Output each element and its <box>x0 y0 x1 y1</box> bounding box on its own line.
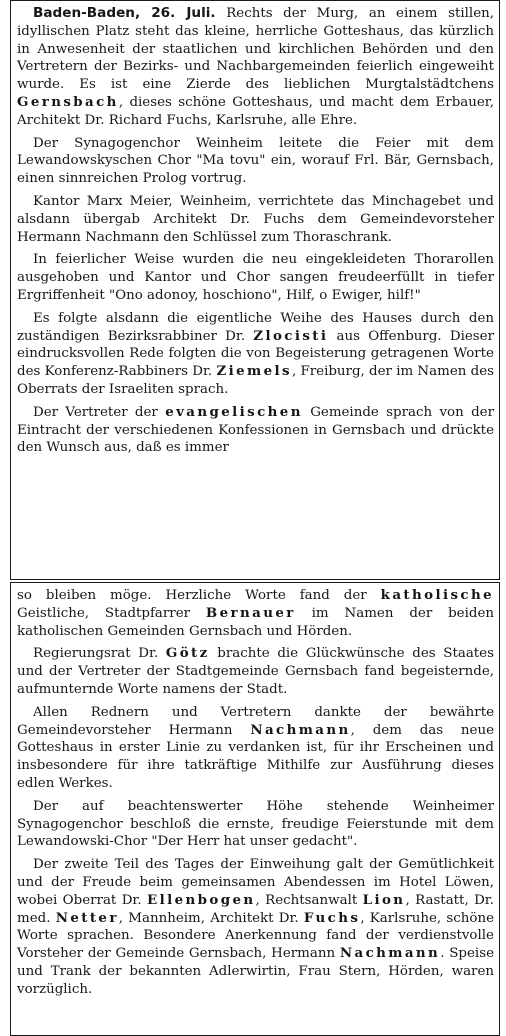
clipping-part-2 <box>10 582 500 1036</box>
paragraph-choir: Der Synagogenchor Weinheim leitete die Feier mit dem Lewandowskyschen Chor "Ma tovu" ein, worauf Frl. Bär, Gernsbach, einen sinnreichen Prolog vortrug. <box>17 135 494 187</box>
paragraph-opening: Baden-Baden, 26. Juli. Rechts der Murg, an einem stillen, idyllischen Platz steht das kleine, herrliche Gotteshaus, das kürzlich in Anwesenheit der staatlichen und kirchlichen Behörden und den Vertretern der Bezirks- und Nachbargemeinden feierlich eingeweiht wurde. Es ist eine Zierde des lieblichen Murgtalstädtchens Gernsbach, dieses schöne Gotteshaus, und macht dem Erbauer, Architekt Dr. Richard Fuchs, Karlsruhe, alle Ehre. <box>17 5 494 128</box>
paragraph-closing-choir: Der auf beachtenswerter Höhe stehende Weinheimer Synagogenchor beschloß die ernste, freudige Feierstunde mit dem Lewandowski-Chor "Der Herr hat unser gedacht". <box>17 798 494 850</box>
paragraph-thanks: Allen Rednern und Vertretern dankte der bewährte Gemeindevorsteher Hermann Nachmann, dem das neue Gotteshaus in erster Linie zu verdanken ist, für ihr Erscheinen und insbesondere für ihre tatkräftige Mithilfe zur Ausführung dieses edlen Werkes. <box>17 704 495 791</box>
dateline: Baden-Baden, 26. Juli. <box>33 5 216 21</box>
paragraph-catholic: so bleiben möge. Herzliche Worte fand der katholische Geistliche, Stadtpfarrer Bernauer im Namen der beiden katholischen Gemeinden Gernsbach und Hörden. <box>17 587 494 639</box>
paragraph-government: Regierungsrat Dr. Götz brachte die Glückwünsche des Staates und der Vertreter der Stadtgemeinde Gernsbach fand begeisternde, aufmunternde Worte namens der Stadt. <box>17 645 494 697</box>
paragraph-consecration: Es folgte alsdann die eigentliche Weihe des Hauses durch den zuständigen Bezirksrabbiner Dr. Zlocisti aus Offenburg. Dieser eindrucksvollen Rede folgten die von Begeisterung getragenen Worte des Konferenz-Rabbiners Dr. Ziemels, Freiburg, der im Namen des Oberrats der Israeliten sprach. <box>17 310 495 397</box>
paragraph-cantor: Kantor Marx Meier, Weinheim, verrichtete das Minchagebet und alsdann übergab Architekt Dr. Fuchs dem Gemeindevorsteher Hermann Nachmann den Schlüssel zum Thoraschrank. <box>17 193 494 245</box>
paragraph-dinner: Der zweite Teil des Tages der Einweihung galt der Gemütlichkeit und der Freude beim gemeinsamen Abendessen im Hotel Löwen, wobei Oberrat Dr. Ellenbogen, Rechtsanwalt Lion, Rastatt, Dr. med. Netter, Mannheim, Architekt Dr. Fuchs, Karlsruhe, schöne Worte sprachen. Besondere Anerkennung fand der verdienstvolle Vorsteher der Gemeinde Gernsbach, Hermann Nachmann. Speise und Trank der bekannten Adlerwirtin, Frau Stern, Hörden, waren vorzüglich. <box>17 857 494 997</box>
paragraph-torah: In feierlicher Weise wurden die neu eingekleideten Thorarollen ausgehoben und Kantor und Chor sangen freudeerfüllt in tiefer Ergriffenheit "Ono adonoy, hoschiono", Hilf, o Ewiger, hilf!" <box>17 252 494 303</box>
paragraph-protestant: Der Vertreter der evangelischen Gemeinde sprach von der Eintracht der verschiedenen Konfessionen in Gernsbach und drückte den Wunsch aus, daß es immer <box>17 403 494 456</box>
clipping-part-1 <box>10 0 500 580</box>
